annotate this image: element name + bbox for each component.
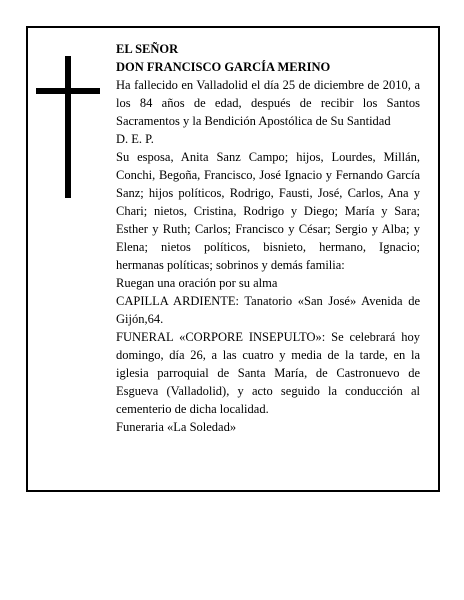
title-line-2: DON FRANCISCO GARCÍA MERINO [116, 60, 331, 74]
announcement: Ha fallecido en Valladolid el día 25 de diciembre de 2010, a los 84 años de edad, después de recibir los Santos Sacramentos y la Bendición Apostólica de Su Santidad [116, 78, 420, 128]
cross-vertical-bar [65, 56, 71, 198]
funeral-info: FUNERAL «CORPORE INSEPULTO»: Se celebrará hoy domingo, día 26, a las cuatro y media de la tarde, en la iglesia parroquial de Santa María, de Castronuevo de Esgueva (Valladolid), y acto seguido la conducción al cementerio de dicha localidad. [116, 330, 420, 416]
notice-text [116, 40, 420, 436]
rip: D. E. P. [116, 132, 154, 146]
cross-icon [36, 56, 100, 198]
family-list: Su esposa, Anita Sanz Campo; hijos, Lourdes, Millán, Conchi, Begoña, Francisco, José Ignacio y Fernando García Sanz; hijos políticos, Rodrigo, Fausti, José, Carlos, Ana y Chari; nietos, Cristina, Rodrigo y Diego; María y Sara; Esther y Ruth; Carlos; Francisco y César; Sergio y Alba; y Elena; nietos políticos, bisnieto, hermano, Ignacio; hermanas políticas; sobrinos y demás familia: [116, 150, 420, 272]
cross-horizontal-bar [36, 88, 100, 94]
funeral-home: Funeraria «La Soledad» [116, 420, 237, 434]
prayer-request: Ruegan una oración por su alma [116, 276, 278, 290]
obituary-notice [26, 26, 440, 492]
chapel-info: CAPILLA ARDIENTE: Tanatorio «San José» Avenida de Gijón,64. [116, 294, 420, 326]
title-line-1: EL SEÑOR [116, 42, 179, 56]
